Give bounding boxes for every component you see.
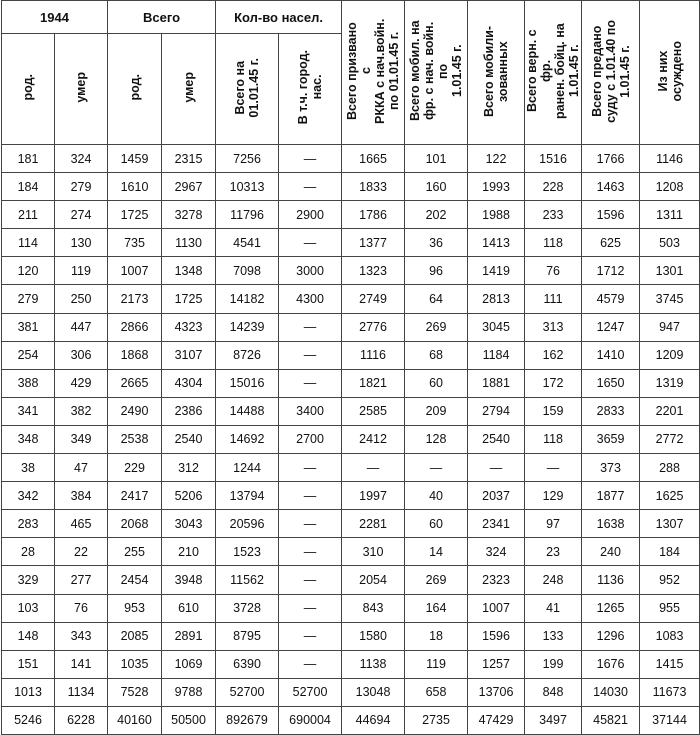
table-cell: 22 — [55, 538, 108, 566]
table-cell: — — [279, 650, 342, 678]
table-row — [2, 397, 700, 425]
table-cell: 310 — [342, 538, 405, 566]
table-cell: 210 — [162, 538, 216, 566]
table-cell: 2776 — [342, 313, 405, 341]
table-cell: 1665 — [342, 145, 405, 173]
table-cell: — — [342, 454, 405, 482]
table-row — [2, 341, 700, 369]
table-cell: 342 — [2, 482, 55, 510]
table-cell: 1146 — [640, 145, 700, 173]
table-cell: 2967 — [162, 173, 216, 201]
table-cell: 5246 — [2, 706, 55, 734]
table-cell: 2341 — [468, 510, 525, 538]
table-cell: 269 — [405, 566, 468, 594]
table-cell: 947 — [640, 313, 700, 341]
table-cell: 3728 — [216, 594, 279, 622]
table-cell: — — [405, 454, 468, 482]
header-group-1944: 1944 — [2, 1, 108, 34]
table-cell: 7098 — [216, 257, 279, 285]
table-cell: 96 — [405, 257, 468, 285]
table-cell: 465 — [55, 510, 108, 538]
table-cell: 40160 — [108, 706, 162, 734]
table-cell: 1676 — [582, 650, 640, 678]
table-cell: — — [279, 341, 342, 369]
table-row — [2, 622, 700, 650]
table-cell: 1257 — [468, 650, 525, 678]
table-cell: 14182 — [216, 285, 279, 313]
table-cell: 47429 — [468, 706, 525, 734]
table-cell: 1311 — [640, 201, 700, 229]
table-cell: 1523 — [216, 538, 279, 566]
table-cell: 159 — [525, 397, 582, 425]
table-cell: 381 — [2, 313, 55, 341]
header-pop-total: Всего на 01.01.45 г. — [216, 34, 279, 145]
table-row — [2, 482, 700, 510]
table-cell: 1116 — [342, 341, 405, 369]
table-cell: 3948 — [162, 566, 216, 594]
table-cell: 164 — [405, 594, 468, 622]
table-cell: 14692 — [216, 425, 279, 453]
table-cell: 1130 — [162, 229, 216, 257]
table-cell: 2900 — [279, 201, 342, 229]
table-cell: — — [279, 482, 342, 510]
table-row — [2, 650, 700, 678]
table-cell: 128 — [405, 425, 468, 453]
table-cell: 28 — [2, 538, 55, 566]
table-row — [2, 313, 700, 341]
table-cell: 324 — [55, 145, 108, 173]
table-cell: 388 — [2, 369, 55, 397]
table-cell: 2054 — [342, 566, 405, 594]
table-cell: 14030 — [582, 678, 640, 706]
table-cell: 37144 — [640, 706, 700, 734]
table-cell: 184 — [2, 173, 55, 201]
table-cell: 1638 — [582, 510, 640, 538]
table-cell: 229 — [108, 454, 162, 482]
table-cell: 250 — [55, 285, 108, 313]
table-row — [2, 566, 700, 594]
table-cell: 1877 — [582, 482, 640, 510]
table-cell: 23 — [525, 538, 582, 566]
table-cell: 50500 — [162, 706, 216, 734]
table-row — [2, 510, 700, 538]
table-cell: 2794 — [468, 397, 525, 425]
table-cell: 329 — [2, 566, 55, 594]
table-cell: 45821 — [582, 706, 640, 734]
header-convicted: Из них осуждено — [640, 1, 700, 145]
table-cell: 172 — [525, 369, 582, 397]
table-cell: 162 — [525, 341, 582, 369]
table-cell: 1516 — [525, 145, 582, 173]
table-cell: 2490 — [108, 397, 162, 425]
table-cell: 13048 — [342, 678, 405, 706]
table-cell: — — [279, 454, 342, 482]
table-cell: 10313 — [216, 173, 279, 201]
table-cell: 1319 — [640, 369, 700, 397]
table-cell: 60 — [405, 369, 468, 397]
table-cell: 1881 — [468, 369, 525, 397]
table-cell: 1833 — [342, 173, 405, 201]
table-cell: 953 — [108, 594, 162, 622]
table-cell: 1410 — [582, 341, 640, 369]
table-cell: 20596 — [216, 510, 279, 538]
table-cell: 41 — [525, 594, 582, 622]
table-cell: 5206 — [162, 482, 216, 510]
table-cell: 952 — [640, 566, 700, 594]
table-cell: 1712 — [582, 257, 640, 285]
table-cell: 14 — [405, 538, 468, 566]
table-cell: 3745 — [640, 285, 700, 313]
table-cell: 1725 — [162, 285, 216, 313]
table-cell: 1208 — [640, 173, 700, 201]
table-cell: 1463 — [582, 173, 640, 201]
table-cell: 277 — [55, 566, 108, 594]
table-cell: — — [279, 173, 342, 201]
table-cell: 211 — [2, 201, 55, 229]
table-cell: 3000 — [279, 257, 342, 285]
table-cell: 2037 — [468, 482, 525, 510]
table-cell: 2323 — [468, 566, 525, 594]
table-cell: 2412 — [342, 425, 405, 453]
table-cell: — — [279, 369, 342, 397]
table-cell: 1247 — [582, 313, 640, 341]
table-cell: 129 — [525, 482, 582, 510]
table-cell: 2068 — [108, 510, 162, 538]
table-cell: — — [279, 313, 342, 341]
table-cell: 1786 — [342, 201, 405, 229]
table-cell: 843 — [342, 594, 405, 622]
table-cell: 1083 — [640, 622, 700, 650]
header-died-total: умер — [162, 34, 216, 145]
table-cell: 8726 — [216, 341, 279, 369]
table-cell: 1035 — [108, 650, 162, 678]
table-cell: 892679 — [216, 706, 279, 734]
table-cell: 1459 — [108, 145, 162, 173]
table-cell: 2173 — [108, 285, 162, 313]
statistics-table — [1, 0, 700, 735]
table-cell: 373 — [582, 454, 640, 482]
table-cell: 254 — [2, 341, 55, 369]
table-cell: — — [279, 510, 342, 538]
table-cell: 1413 — [468, 229, 525, 257]
table-cell: 349 — [55, 425, 108, 453]
table-cell: 119 — [55, 257, 108, 285]
table-cell: 240 — [582, 538, 640, 566]
table-cell: 2735 — [405, 706, 468, 734]
header-returned-wounded: Всего верн. с фр. ранен. бойц. на 1.01.45 г. — [525, 1, 582, 145]
table-row — [2, 229, 700, 257]
table-cell: 11562 — [216, 566, 279, 594]
table-cell: 76 — [525, 257, 582, 285]
table-cell: 1209 — [640, 341, 700, 369]
table-cell: 141 — [55, 650, 108, 678]
table-cell: 7256 — [216, 145, 279, 173]
table-row — [2, 594, 700, 622]
table-cell: 382 — [55, 397, 108, 425]
table-row — [2, 538, 700, 566]
table-body — [2, 145, 700, 735]
table-cell: 2585 — [342, 397, 405, 425]
table-cell: 1596 — [582, 201, 640, 229]
table-cell: 4541 — [216, 229, 279, 257]
table-row — [2, 454, 700, 482]
table-cell: 384 — [55, 482, 108, 510]
table-cell: 1650 — [582, 369, 640, 397]
table-cell: 76 — [55, 594, 108, 622]
table-cell: — — [468, 454, 525, 482]
table-cell: 1766 — [582, 145, 640, 173]
table-cell: 1415 — [640, 650, 700, 678]
table-cell: 4300 — [279, 285, 342, 313]
table-cell: 9788 — [162, 678, 216, 706]
table-cell: 1265 — [582, 594, 640, 622]
table-cell: 3278 — [162, 201, 216, 229]
header-mobilized-total: Всего мобили- зованных — [468, 1, 525, 145]
table-cell: 202 — [405, 201, 468, 229]
table-cell: 255 — [108, 538, 162, 566]
table-cell: 15016 — [216, 369, 279, 397]
table-cell: 3659 — [582, 425, 640, 453]
table-cell: 233 — [525, 201, 582, 229]
table-cell: 2813 — [468, 285, 525, 313]
table-row — [2, 173, 700, 201]
table-cell: 313 — [525, 313, 582, 341]
table-cell: 2386 — [162, 397, 216, 425]
table-cell: — — [279, 566, 342, 594]
table-cell: 228 — [525, 173, 582, 201]
table-cell: 184 — [640, 538, 700, 566]
table-cell: 13706 — [468, 678, 525, 706]
header-tried: Всего предано суду с 1.01.40 по 1.01.45 г. — [582, 1, 640, 145]
table-cell: 279 — [2, 285, 55, 313]
table-cell: 1993 — [468, 173, 525, 201]
table-cell: 101 — [405, 145, 468, 173]
table-row — [2, 257, 700, 285]
table-row — [2, 369, 700, 397]
table-cell: 3400 — [279, 397, 342, 425]
table-cell: — — [279, 622, 342, 650]
table-cell: 4304 — [162, 369, 216, 397]
table-cell: 4323 — [162, 313, 216, 341]
table-cell: 735 — [108, 229, 162, 257]
table-cell: 1821 — [342, 369, 405, 397]
header-mobilized-front: Всего мобил. на фр. с нач. войн. по 1.01.45 г. — [405, 1, 468, 145]
table-cell: 248 — [525, 566, 582, 594]
table-row — [2, 285, 700, 313]
table-cell: 2749 — [342, 285, 405, 313]
table-cell: 625 — [582, 229, 640, 257]
header-died-1944: умер — [55, 34, 108, 145]
table-cell: 1419 — [468, 257, 525, 285]
table-cell: 2772 — [640, 425, 700, 453]
table-cell: 68 — [405, 341, 468, 369]
table-cell: 1013 — [2, 678, 55, 706]
table-cell: 3045 — [468, 313, 525, 341]
table-cell: 13794 — [216, 482, 279, 510]
table-cell: 610 — [162, 594, 216, 622]
table-cell: 60 — [405, 510, 468, 538]
table-cell: 4579 — [582, 285, 640, 313]
table-cell: 199 — [525, 650, 582, 678]
table-cell: 1307 — [640, 510, 700, 538]
table-cell: 6390 — [216, 650, 279, 678]
table-cell: 44694 — [342, 706, 405, 734]
table-cell: 658 — [405, 678, 468, 706]
table-cell: 343 — [55, 622, 108, 650]
table-cell: 447 — [55, 313, 108, 341]
table-cell: 38 — [2, 454, 55, 482]
table-cell: 2665 — [108, 369, 162, 397]
table-cell: 1610 — [108, 173, 162, 201]
table-cell: 1596 — [468, 622, 525, 650]
table-cell: 1244 — [216, 454, 279, 482]
table-cell: — — [525, 454, 582, 482]
table-cell: 324 — [468, 538, 525, 566]
table-cell: 1184 — [468, 341, 525, 369]
table-cell: 119 — [405, 650, 468, 678]
table-cell: 288 — [640, 454, 700, 482]
table-cell: 348 — [2, 425, 55, 453]
table-cell: 160 — [405, 173, 468, 201]
table-cell: 151 — [2, 650, 55, 678]
table-cell: 283 — [2, 510, 55, 538]
table-cell: 1988 — [468, 201, 525, 229]
table-cell: 1069 — [162, 650, 216, 678]
table-cell: 18 — [405, 622, 468, 650]
table-cell: 1323 — [342, 257, 405, 285]
table-cell: 955 — [640, 594, 700, 622]
table-cell: 40 — [405, 482, 468, 510]
table-cell: 429 — [55, 369, 108, 397]
table-cell: 7528 — [108, 678, 162, 706]
table-cell: 341 — [2, 397, 55, 425]
table-cell: 2866 — [108, 313, 162, 341]
table-cell: 1997 — [342, 482, 405, 510]
table-cell: 306 — [55, 341, 108, 369]
table-cell: 1868 — [108, 341, 162, 369]
table-cell: 36 — [405, 229, 468, 257]
table-cell: 52700 — [279, 678, 342, 706]
table-cell: 3497 — [525, 706, 582, 734]
table-cell: 103 — [2, 594, 55, 622]
table-cell: 118 — [525, 229, 582, 257]
table-row — [2, 678, 700, 706]
table-cell: 14488 — [216, 397, 279, 425]
table-cell: — — [279, 594, 342, 622]
table-row — [2, 425, 700, 453]
table-cell: 848 — [525, 678, 582, 706]
table-cell: 2540 — [468, 425, 525, 453]
table-cell: 690004 — [279, 706, 342, 734]
table-cell: 1007 — [108, 257, 162, 285]
table-cell: 120 — [2, 257, 55, 285]
table-cell: 1007 — [468, 594, 525, 622]
table-cell: 312 — [162, 454, 216, 482]
table-cell: 111 — [525, 285, 582, 313]
table-cell: 11796 — [216, 201, 279, 229]
table-cell: 3107 — [162, 341, 216, 369]
table-cell: 14239 — [216, 313, 279, 341]
table-row — [2, 201, 700, 229]
table-row — [2, 145, 700, 173]
table-cell: 2833 — [582, 397, 640, 425]
table-cell: 1134 — [55, 678, 108, 706]
table-cell: 181 — [2, 145, 55, 173]
table-cell: 8795 — [216, 622, 279, 650]
table-cell: 6228 — [55, 706, 108, 734]
table-cell: 1348 — [162, 257, 216, 285]
table-cell: 1296 — [582, 622, 640, 650]
table-cell: 1580 — [342, 622, 405, 650]
header-pop-urban: В т.ч. город. нас. — [279, 34, 342, 145]
header-born-total: род. — [108, 34, 162, 145]
table-cell: 2085 — [108, 622, 162, 650]
table-cell: 1136 — [582, 566, 640, 594]
table-cell: 503 — [640, 229, 700, 257]
table-cell: 130 — [55, 229, 108, 257]
table-cell: 274 — [55, 201, 108, 229]
table-cell: 133 — [525, 622, 582, 650]
header-born-1944: род. — [2, 34, 55, 145]
table-cell: — — [279, 229, 342, 257]
table-cell: 11673 — [640, 678, 700, 706]
table-cell: 2281 — [342, 510, 405, 538]
table-cell: 148 — [2, 622, 55, 650]
table-cell: 1138 — [342, 650, 405, 678]
table-cell: 279 — [55, 173, 108, 201]
table-cell: 47 — [55, 454, 108, 482]
table-cell: 118 — [525, 425, 582, 453]
table-cell: 2454 — [108, 566, 162, 594]
table-cell: 1625 — [640, 482, 700, 510]
table-cell: 209 — [405, 397, 468, 425]
table-row — [2, 706, 700, 734]
header-group-population: Кол-во насел. — [216, 1, 342, 34]
table-cell: 2417 — [108, 482, 162, 510]
table-cell: 64 — [405, 285, 468, 313]
table-cell: 2891 — [162, 622, 216, 650]
table-cell: — — [279, 145, 342, 173]
table-cell: 2201 — [640, 397, 700, 425]
table-cell: 1377 — [342, 229, 405, 257]
table-cell: 122 — [468, 145, 525, 173]
table-cell: 1725 — [108, 201, 162, 229]
table-cell: 114 — [2, 229, 55, 257]
table-cell: 3043 — [162, 510, 216, 538]
table-cell: — — [279, 538, 342, 566]
table-cell: 269 — [405, 313, 468, 341]
table-cell: 2538 — [108, 425, 162, 453]
table-cell: 97 — [525, 510, 582, 538]
table-cell: 2700 — [279, 425, 342, 453]
table-cell: 1301 — [640, 257, 700, 285]
header-group-total: Всего — [108, 1, 216, 34]
table-cell: 2540 — [162, 425, 216, 453]
header-drafted-rkka: Всего призвано с РККА с нач.войн. по 01.01.45 г. — [342, 1, 405, 145]
table-cell: 2315 — [162, 145, 216, 173]
table-cell: 52700 — [216, 678, 279, 706]
